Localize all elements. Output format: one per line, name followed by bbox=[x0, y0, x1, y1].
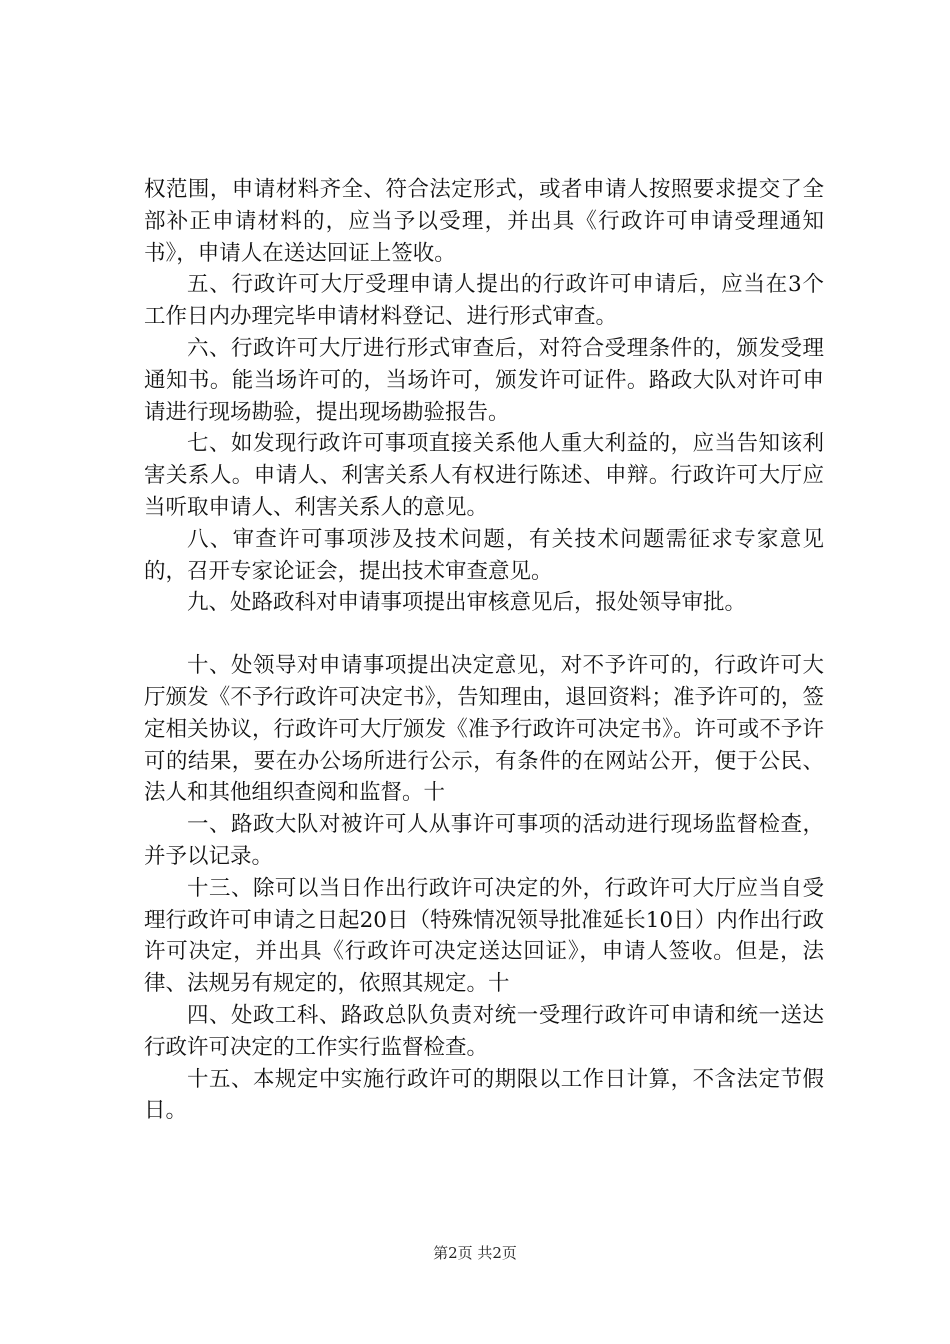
paragraph-item-7: 七、如发现行政许可事项直接关系他人重大利益的，应当告知该利害关系人。申请人、利害关系人有权进行陈述、申辩。行政许可大厅应当听取申请人、利害关系人的意见。 bbox=[144, 431, 824, 520]
paragraph-item-8: 八、审查许可事项涉及技术问题，有关技术问题需征求专家意见的，召开专家论证会，提出技术审查意见。 bbox=[144, 526, 824, 584]
paragraph-item-6: 六、行政许可大厅进行形式审查后，对符合受理条件的，颁发受理通知书。能当场许可的，当场许可，颁发许可证件。路政大队对许可申请进行现场勘验，提出现场勘验报告。 bbox=[144, 335, 824, 425]
paragraph-item-10: 十、处领导对申请事项提出决定意见，对不予许可的，行政许可大厅颁发《不予行政许可决定书》，告知理由，退回资料；准予许可的，签定相关协议，行政许可大厅颁发《准予行政许可决定书》。许可或不予许可的结果，要在办公场所进行公示，有条件的在网站公开，便于公民、法人和其他组织查阅和监督。十 bbox=[144, 653, 824, 806]
paragraph-item-15: 十五、本规定中实施行政许可的期限以工作日计算，不含法定节假日。 bbox=[144, 1066, 824, 1124]
paragraph-item-13: 十三、除可以当日作出行政许可决定的外，行政许可大厅应当自受理行政许可申请之日起20日（特殊情况领导批准延长10日）内作出行政许可决定，并出具《行政许可决定送达回证》，申请人签收。但是，法律、法规另有规定的，依照其规定。十 bbox=[144, 875, 824, 997]
page-number-footer: 第2页 共2页 bbox=[433, 1244, 517, 1262]
paragraph-item-9: 九、处路政科对申请事项提出审核意见后，报处领导审批。 bbox=[187, 590, 747, 616]
paragraph-item-11: 一、路政大队对被许可人从事许可事项的活动进行现场监督检查，并予以记录。 bbox=[144, 812, 824, 869]
paragraph-item-5: 五、行政许可大厅受理申请人提出的行政许可申请后，应当在3个工作日内办理完毕申请材料登记、进行形式审查。 bbox=[144, 272, 824, 330]
paragraph-continuation: 权范围，申请材料齐全、符合法定形式，或者申请人按照要求提交了全部补正申请材料的，应当予以受理，并出具《行政许可申请受理通知书》，申请人在送达回证上签收。 bbox=[144, 177, 824, 266]
document-body bbox=[144, 174, 824, 1127]
paragraph-item-14: 四、处政工科、路政总队负责对统一受理行政许可申请和统一送达行政许可决定的工作实行监督检查。 bbox=[144, 1002, 824, 1060]
